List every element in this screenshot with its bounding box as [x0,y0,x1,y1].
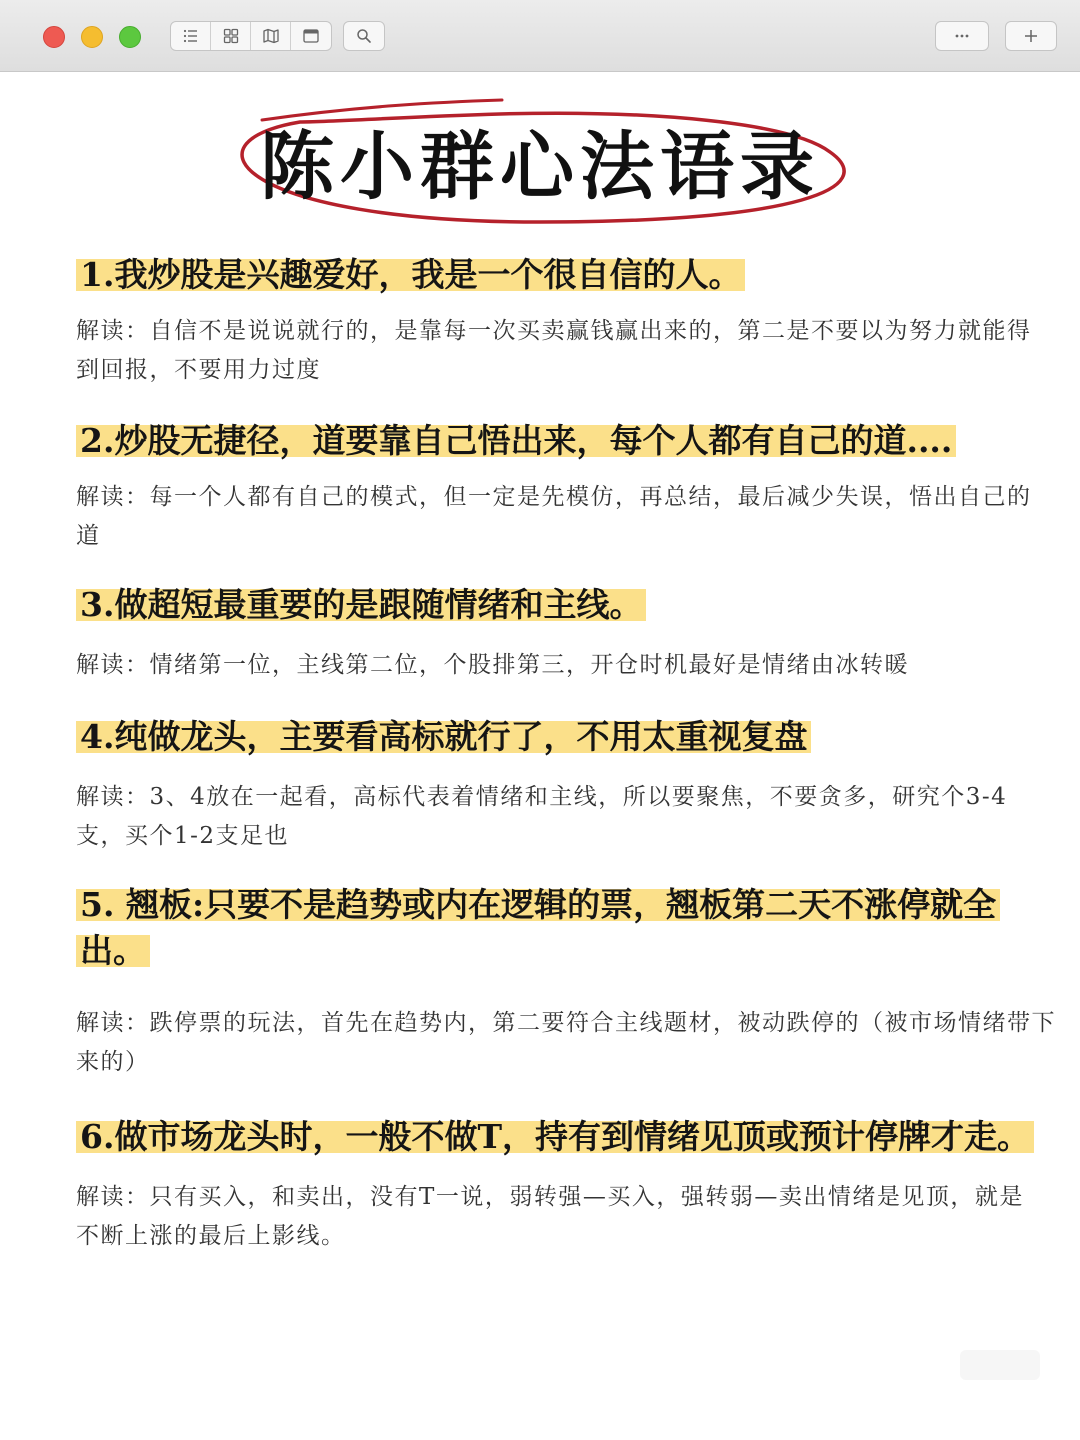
more-options-button[interactable] [936,22,988,50]
quote-heading: 4.纯做龙头，主要看高标就行了，不用太重视复盘 [76,717,811,756]
page-title: 陈小群心法语录 [260,124,820,210]
search-button[interactable] [344,22,384,50]
zoom-window-button[interactable] [119,26,141,48]
search-icon [355,27,373,45]
quote-interpretation: 解读：自信不是说说就行的，是靠每一次买卖赢钱赢出来的，第二是不要以为努力就能得到回报，不要用力过度 [76,318,1032,383]
grid-view-button[interactable] [211,22,251,50]
window-icon [302,27,320,45]
quote-item-5 [76,882,1056,1082]
add-toolbar [1005,21,1057,51]
quote-heading: 3.做超短最重要的是跟随情绪和主线。 [76,585,646,624]
quote-interpretation: 解读：跌停票的玩法，首先在趋势内，第二要符合主线题材，被动跌停的（被市场情绪带下来的） [76,1010,1056,1075]
list-icon [182,27,200,45]
quote-item-4 [76,714,1046,856]
ellipsis-icon [953,27,971,45]
view-mode-toolbar [170,21,332,51]
close-window-button[interactable] [43,26,65,48]
browser-view-button[interactable] [291,22,331,50]
quote-heading: 5. 翘板:只要不是趋势或内在逻辑的票，翘板第二天不涨停就全出。 [76,885,1000,970]
search-toolbar [343,21,385,51]
quote-item-1 [76,252,1046,390]
grid-icon [222,27,240,45]
quote-heading: 1.我炒股是兴趣爱好，我是一个很自信的人。 [76,255,745,294]
quote-item-2 [76,418,1046,556]
quote-heading: 2.炒股无捷径，道要靠自己悟出来，每个人都有自己的道.... [76,421,956,460]
quote-interpretation: 解读：3、4放在一起看，高标代表着情绪和主线，所以要聚焦，不要贪多，研究个3-4支，买个1-2支足也 [76,784,1008,849]
minimize-window-button[interactable] [81,26,103,48]
list-view-button[interactable] [171,22,211,50]
plus-icon [1022,27,1040,45]
more-toolbar [935,21,989,51]
watermark [960,1350,1040,1380]
quote-interpretation: 解读：情绪第一位，主线第二位，个股排第三，开仓时机最好是情绪由冰转暖 [76,652,909,678]
title-block [0,92,1080,232]
quote-heading: 6.做市场龙头时，一般不做T，持有到情绪见顶或预计停牌才走。 [76,1117,1034,1156]
quote-interpretation: 解读：只有买入，和卖出，没有T一说，弱转强—买入，强转弱—卖出情绪是见顶，就是不断上涨的最后上影线。 [76,1184,1024,1249]
map-icon [262,27,280,45]
quote-interpretation: 解读：每一个人都有自己的模式，但一定是先模仿，再总结，最后减少失误，悟出自己的道 [76,484,1032,549]
quote-item-6 [76,1114,1036,1256]
quote-item-3 [76,582,1046,685]
window-titlebar [0,0,1080,72]
add-button[interactable] [1006,22,1056,50]
map-view-button[interactable] [251,22,291,50]
